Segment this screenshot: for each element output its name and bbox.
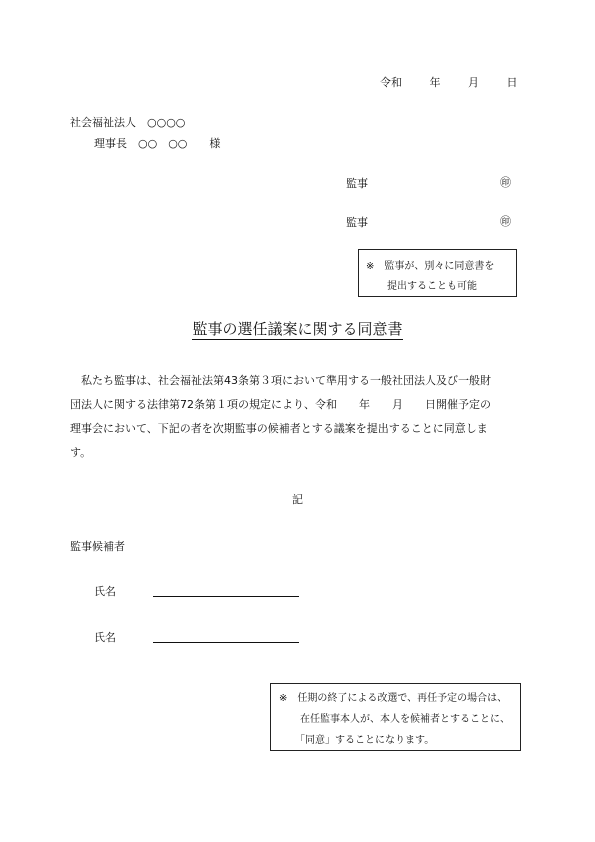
date-era: 令和 [380, 76, 402, 89]
date-year: 年 [429, 76, 441, 89]
ki-marker: 記 [292, 493, 303, 506]
note-bottom-line3: 「同意」することになります。 [295, 735, 435, 746]
note-top-box [358, 249, 517, 297]
name-label-2: 氏名 [94, 631, 116, 644]
note-top-line1: ※ 監事が、別々に同意書を [366, 261, 495, 272]
date-line [380, 74, 518, 90]
name-line-1 [153, 596, 299, 597]
note-top-line2: 提出することも可能 [387, 281, 477, 292]
body-line2: 団法人に関する法律第72条第１項の規定により、令和 年 月 日開催予定の [70, 398, 491, 411]
name-label-1: 氏名 [94, 585, 116, 598]
body-line3: 理事会において、下記の者を次期監事の候補者とする議案を提出することに同意しま [70, 422, 488, 435]
candidates-heading: 監事候補者 [70, 540, 125, 553]
recipient-person: 理事長 ○○ ○○ 様 [94, 137, 221, 150]
signer-1-label: 監事 [346, 177, 368, 190]
name-line-2 [153, 642, 299, 643]
date-month: 月 [468, 76, 479, 89]
signer-2-seal: ㊞ [500, 215, 511, 228]
date-day: 日 [506, 76, 518, 89]
note-bottom-line1: ※ 任期の終了による改選で、再任予定の場合は、 [279, 693, 508, 704]
note-bottom-line2: 在任監事本人が、本人を候補者とすることに、 [300, 714, 510, 725]
page-title: 監事の選任議案に関する同意書 [192, 320, 403, 338]
body-line4: す。 [70, 446, 92, 459]
body-line1: 私たち監事は、社会福祉法第43条第３項において準用する一般社団法人及び一般財 [70, 374, 491, 387]
signer-2-label: 監事 [346, 216, 368, 229]
recipient-org: 社会福祉法人 ○○○○ [70, 116, 186, 129]
body-paragraph [70, 369, 540, 465]
signer-1-seal: ㊞ [500, 176, 511, 189]
note-bottom-box [270, 683, 521, 751]
